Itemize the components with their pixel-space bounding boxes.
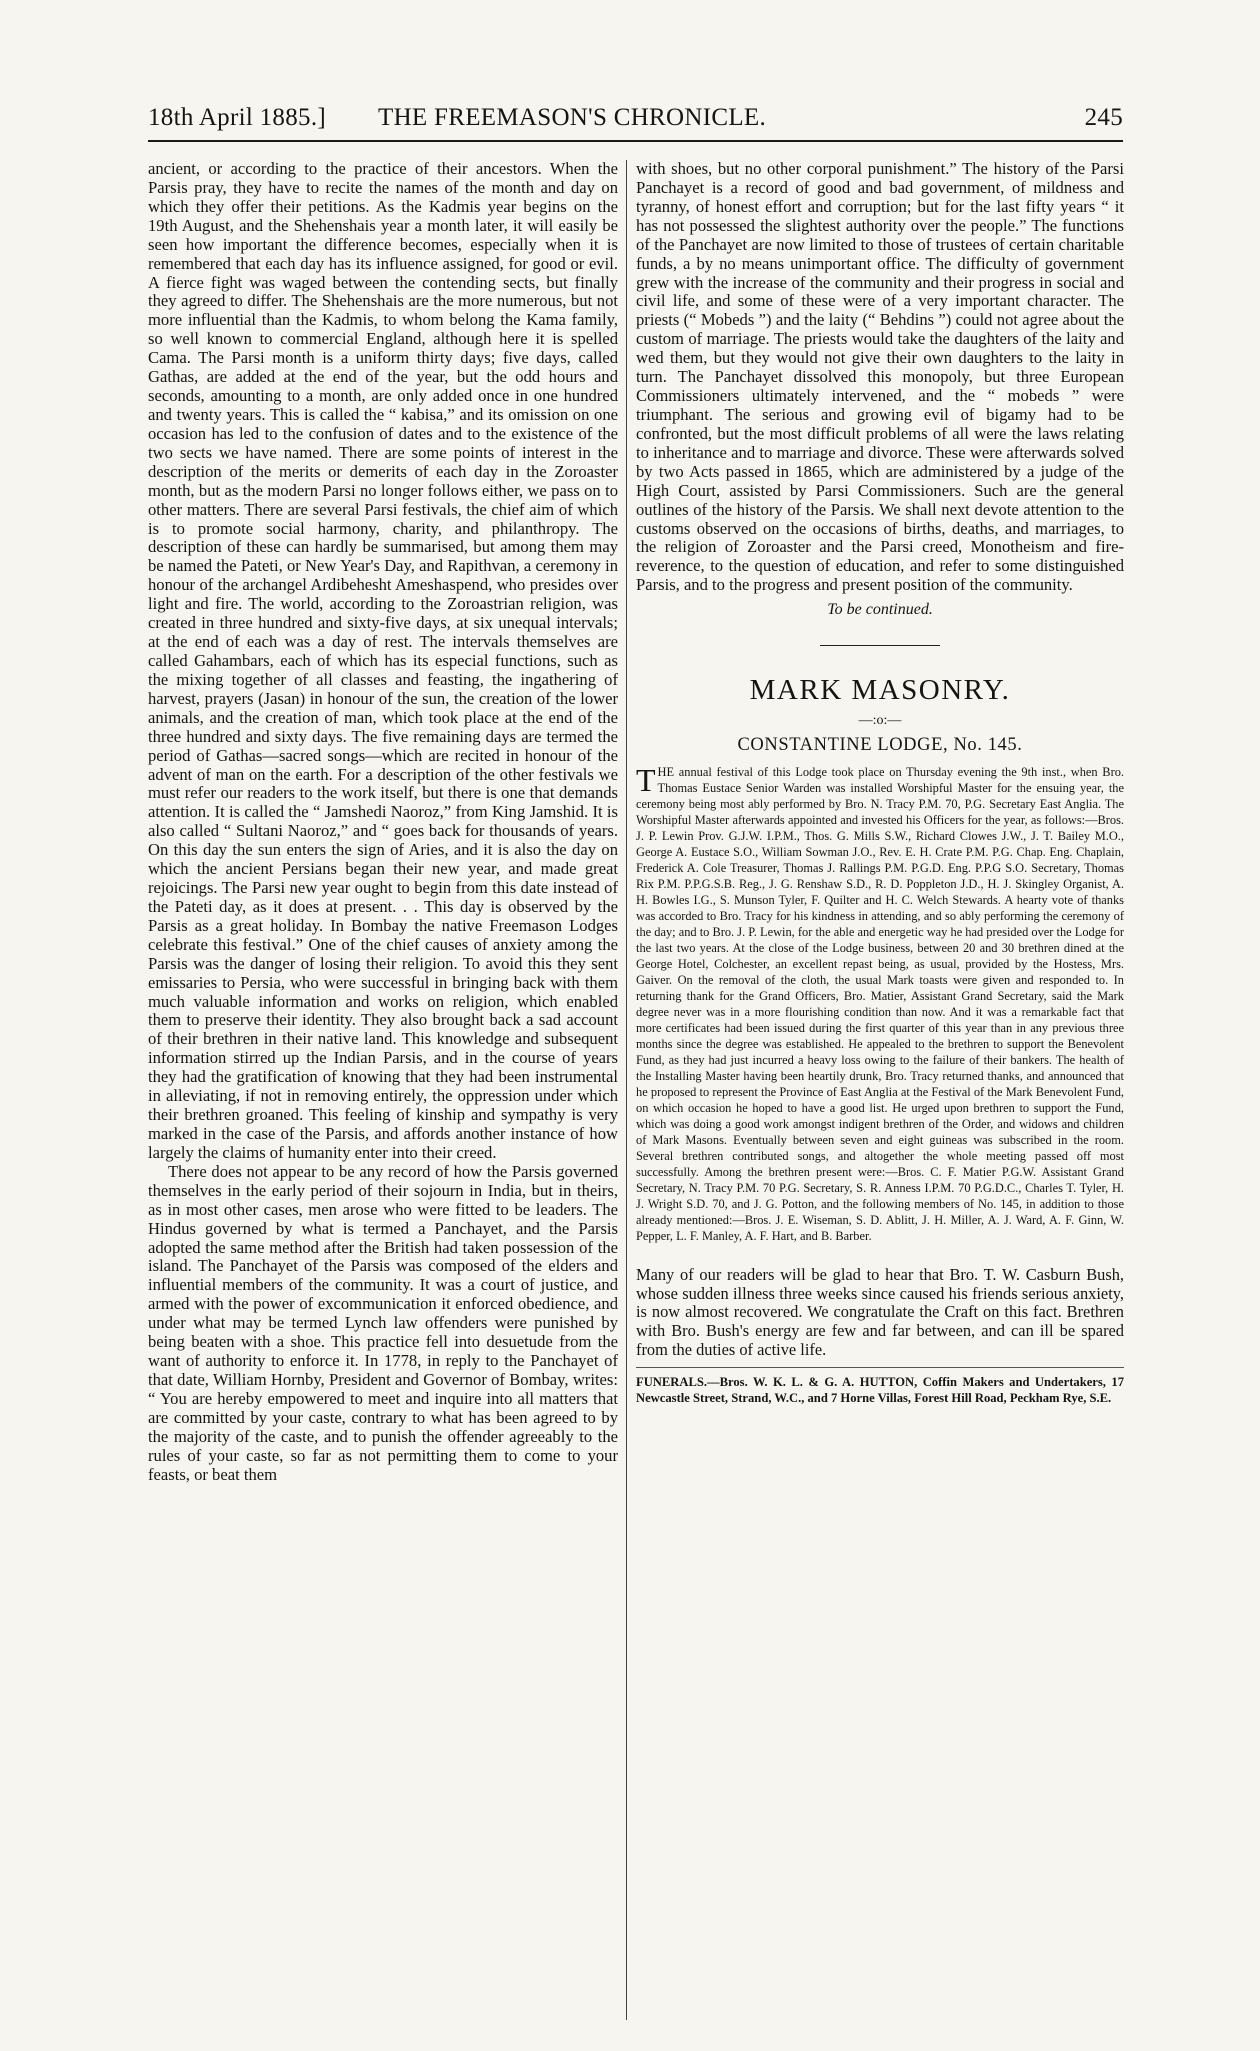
section-separator (820, 645, 940, 646)
article-continuation: with shoes, but no other corporal punishment.” The history of the Parsi Panchayet is a record of good and bad government, of mildness and tyranny, of honest effort and corruption; but for the last fifty years “ it has not possessed the slightest authority over the people.” The functions of the Panchayet are now limited to those of trustees of certain charitable funds, a by no means unimportant office. The difficulty of government grew with the increase of the community and their progress in social and civil life, and some of these were of a very important character. The priests (“ Mobeds ”) and the laity (“ Behdins ”) could not agree about the custom of marriage. The priests would take the daughters of the laity and wed them, but they would not give their own daughters to the laity in turn. The Panchayet dissolved this monopoly, but three European Commissioners ultimately intervened, and the “ mobeds ” were triumphant. The serious and growing evil of bigamy had to be confronted, but the most difficult problems of all were the laws relating to inheritance and to marriage and divorce. These were afterwards solved by two Acts passed in 1865, which are administered by a judge of the High Court, assisted by Parsi Commissioners. Such are the general outlines of the history of the Parsis. We shall next devote attention to the customs observed on the occasions of births, deaths, and marriages, to the religion of Zoroaster and the Parsi creed, Monotheism and fire-reverence, to the question of education, and refer to some distinguished Parsis, and to the progress and present position of the community. (636, 160, 1124, 595)
issue-date: 18th April 1885.] (148, 104, 327, 131)
drop-cap: T (636, 762, 656, 799)
masthead-rule (148, 140, 1123, 142)
lodge-heading: CONSTANTINE LODGE, No. 145. (737, 735, 1023, 756)
publication-title: THE FREEMASON'S CHRONICLE. (378, 104, 767, 131)
left-column (148, 160, 618, 2020)
masthead (148, 104, 1123, 140)
column-divider (626, 160, 627, 2020)
advert-rule (636, 1367, 1124, 1368)
page-number: 245 (1084, 104, 1123, 131)
section-ornament: —:o:— (858, 713, 902, 729)
to-be-continued: To be continued. (827, 601, 933, 619)
lodge-report (636, 764, 1124, 1244)
article-paragraph-1: ancient, or according to the practice of their ancestors. When the Parsis pray, they have to recite the names of the month and day on which they offer their petitions. As the Kadmis year begins on the 19th August, and the Shehenshais year a month later, it will easily be seen how important the difference becomes, especially when it is remembered that each day has its influence assigned, for good or evil. A fierce fight was waged between the contending sects, but finally they agreed to differ. The Shehenshais are the more numerous, but not more influential than the Kadmis, to whom belong the Kama family, so well known to commercial England, although here it is spelled Cama. The Parsi month is a uniform thirty days; five days, called Gathas, are added at the end of the year, but the odd hours and seconds, amounting to a month, are only added once in one hundred and twenty years. This is called the “ kabisa,” and its omission on one occasion has led to the confusion of dates and to the existence of the two sects we have named. There are some points of interest in the description of the merits or demerits of each day in the Zoroaster month, but as the modern Parsi no longer follows either, we pass on to other matters. There are several Parsi festivals, the chief aim of which is to promote social harmony, charity, and philanthropy. The description of these can hardly be summarised, but among them may be named the Pateti, or New Year's Day, and Rapithvan, a ceremony in honour of the archangel Ardibehesht Ameshaspend, who presides over light and fire. The world, according to the Zoroastrian religion, was created in three hundred and sixty-five days, at six unequal intervals; at the end of each was a day of rest. The intervals themselves are called Gahambars, each of which has its especial functions, such as the mixing together of all classes and feasting, the ingathering of harvest, prayers (Jasan) in honour of the sun, the creation of the lower animals, and the creation of man, which took place at the end of the three hundred and sixty days. The five remaining days are termed the period of Gathas—sacred songs—which are recited in honour of the advent of man on the earth. For a description of the other festivals we must refer our readers to the work itself, but there is one that demands attention. It is called the “ Jamshedi Naoroz,” from King Jamshid. It is also called “ Sultani Naoroz,” and “ goes back for thousands of years. On this day the sun enters the sign of Aries, and it is also the day on which the ancient Persians began their new year, and made great rejoicings. The Parsi new year ought to begin from this date instead of the Pateti day, as it does at present. . . This day is observed by the Parsis as a great holiday. In Bombay the native Freemason Lodges celebrate this festival.” One of the chief causes of anxiety among the Parsis was the danger of losing their religion. To avoid this they sent emissaries to Persia, who were successful in bringing back with them much valuable information and works on religion, which enabled them to preserve their identity. They also brought back a sad account of their brethren in their native land. This knowledge and subsequent information stirred up the Indian Parsis, and in the course of years they had the gratification of knowing that they had been instrumental in alleviating, if not in removing entirely, the oppression under which their brethren groaned. This feeling of kinship and sympathy is very marked in the case of the Parsis, and affords another instance of how largely the claims of humanity enter into their creed. (148, 160, 618, 1162)
article-paragraph-2: There does not appear to be any record of how the Parsis governed themselves in the early period of their sojourn in India, but in theirs, as in most other cases, men arose who were fitted to be leaders. The Hindus governed by what is termed a Panchayet, and the Parsis adopted the same method after the British had taken possession of the island. The Panchayet of the Parsis was composed of the elders and influential members of the community. It was a court of justice, and armed with the power of excommunication it enforced obedience, and under what may be termed Lynch law offenders were punished by being beaten with a shoe. This practice fell into desuetude from the want of authority to enforce it. In 1778, in reply to the Panchayet of that date, William Hornby, President and Governor of Bombay, writes: “ You are hereby empowered to meet and inquire into all matters that are committed by your caste, contrary to what has been agreed to by the majority of the caste, and to punish the offender agreeably to the rules of your caste, so far as not permitting them to come to your feasts, or beat them (148, 1161, 618, 1484)
lodge-report-text: HE annual festival of this Lodge took place on Thursday evening the 9th inst., when Bro. Thomas Eustace Senior Warden was installed Worshipful Master for the ensuing year, the ceremony being most ably performed by Bro. N. Tracy P.M. 70, P.G. Secretary East Anglia. The Worshipful Master afterwards appointed and invested his Officers for the year, as follows:—Bros. J. P. Lewin Prov. G.J.W. I.P.M., Thos. G. Mills S.W., Richard Clowes J.W., J. T. Bailey M.O., George A. Eustace S.O., William Sowman J.O., Rev. E. H. Crate P.M. P.G. Chap. Eng. Chaplain, Frederick A. Cole Treasurer, Thomas J. Rallings P.M. P.G.D. Eng. P.P.G S.O. Secretary, Thomas Rix P.M. P.P.G.S.B. Reg., J. G. Renshaw S.D., R. D. Poppleton J.D., H. J. Skingley Organist, A. H. Bowles I.G., S. Munson Tyler, F. Quilter and H. C. Welch Stewards. A hearty vote of thanks was accorded to Bro. Tracy for his kindness in attending, and so ably performing the ceremony of the day; and to Bro. J. P. Lewin, for the able and energetic way he had presided over the Lodge for the last two years. At the close of the Lodge business, between 20 and 30 brethren dined at the George Hotel, Colchester, an excellent repast being, as usual, provided by the Hostess, Mrs. Gaiver. On the removal of the cloth, the usual Mark toasts were given and responded to. In returning thank for the Grand Officers, Bro. Matier, Assistant Grand Secretary, said the Mark degree never was in a more flourishing condition than now. And it was a remarkable fact that more certificates had been issued during the first quarter of this year than in any previous three months since the degree was established. He appealed to the brethren to support the Benevolent Fund, as they had just incurred a heavy loss owing to the failure of their bankers. The health of the Installing Master having been heartily drunk, Bro. Tracy returned thanks, and announced that he proposed to represent the Province of East Anglia at the Festival of the Mark Benevolent Fund, on which occasion he hoped to have a good list. He urged upon brethren to support the Fund, which was doing a good work amongst indigent brethren of the Order, and widows and children of Mark Masons. Eventually between seven and eight guineas was subscribed in the room. Several brethren contributed songs, and altogether the whole meeting passed off most successfully. Among the brethren present were:—Bros. C. F. Matier P.G.W. Assistant Grand Secretary, N. Tracy P.M. 70 P.G. Secretary, S. R. Anness I.P.M. 70 P.G.D.C., Charles T. Tyler, H. J. Wright S.D. 70, and J. G. Potton, and the following members of No. 145, in addition to those already mentioned:—Bros. J. E. Wiseman, S. D. Ablitt, J. H. Miller, A. J. Ward, A. F. Ginn, W. Pepper, L. F. Manley, A. F. Hart, and B. Barber. (636, 765, 1124, 1244)
news-note: Many of our readers will be glad to hear that Bro. T. W. Casburn Bush, whose sudden illness three weeks since caused his friends serious anxiety, is now almost recovered. We congratulate the Craft on this fact. Brethren with Bro. Bush's energy are few and far between, and can ill be spared from the duties of active life. (636, 1265, 1124, 1359)
right-column (636, 160, 1124, 2020)
funerals-advertisement: FUNERALS.—Bros. W. K. L. & G. A. HUTTON, Coffin Makers and Undertakers, 17 Newcastle Street, Strand, W.C., and 7 Horne Villas, Forest Hill Road, Peckham Rye, S.E. (636, 1375, 1124, 1406)
section-heading: MARK MASONRY. (749, 674, 1011, 707)
